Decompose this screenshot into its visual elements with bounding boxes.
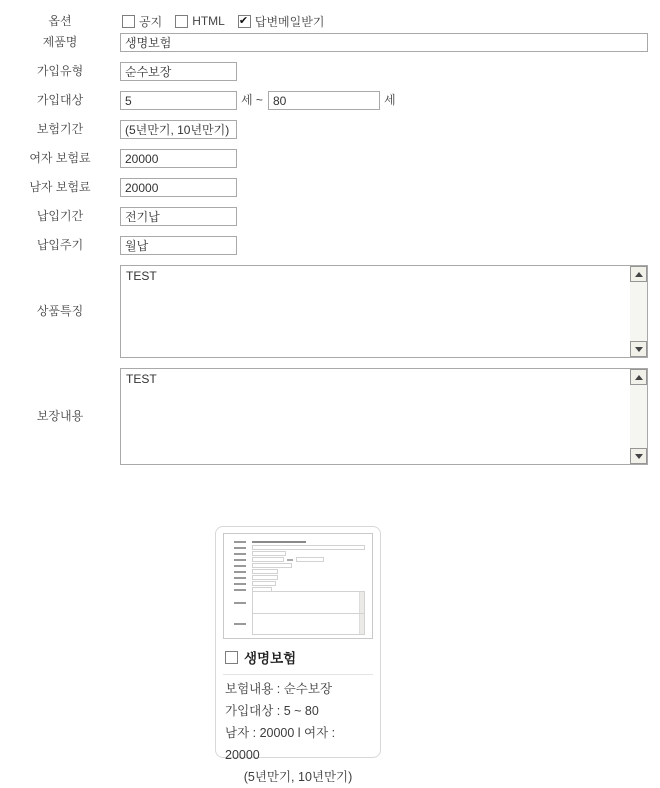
payment-cycle-row bbox=[0, 236, 660, 255]
coverage-label: 보장내용 bbox=[36, 409, 84, 423]
female-premium-row bbox=[0, 149, 660, 168]
notice-checkbox-group[interactable] bbox=[122, 13, 162, 30]
option-row bbox=[0, 9, 660, 33]
age-range-row bbox=[0, 91, 660, 110]
payment-term-label: 납입기간 bbox=[36, 209, 84, 223]
coverage-row bbox=[0, 368, 660, 465]
age-mid-text: 세 ~ bbox=[241, 93, 263, 107]
option-label: 옵션 bbox=[48, 13, 72, 28]
features-textarea[interactable] bbox=[121, 266, 630, 357]
scrollbar-track[interactable] bbox=[630, 385, 647, 448]
coverage-scrollbar[interactable] bbox=[630, 369, 647, 464]
features-row bbox=[0, 265, 660, 358]
scroll-up-button[interactable] bbox=[630, 266, 647, 282]
features-scrollbar[interactable] bbox=[630, 266, 647, 357]
preview-details bbox=[223, 678, 373, 788]
join-type-label: 가입유형 bbox=[36, 64, 84, 78]
product-name-input[interactable] bbox=[120, 33, 648, 52]
age-to-input[interactable] bbox=[268, 91, 380, 110]
age-from-input[interactable] bbox=[120, 91, 237, 110]
insurance-period-row bbox=[0, 120, 660, 139]
insurance-period-label: 보험기간 bbox=[36, 122, 84, 136]
form-preview-thumbnail bbox=[223, 533, 373, 639]
html-checkbox-label: HTML bbox=[192, 14, 225, 28]
html-checkbox-group[interactable] bbox=[175, 14, 225, 28]
preview-line-premiums: 남자 : 20000 l 여자 : 20000 bbox=[225, 726, 336, 762]
preview-title-row bbox=[225, 647, 373, 667]
scrollbar-track[interactable] bbox=[630, 282, 647, 341]
coverage-textarea[interactable] bbox=[121, 369, 630, 464]
female-premium-input[interactable] bbox=[120, 149, 237, 168]
age-suffix-text: 세 bbox=[383, 93, 396, 107]
reply-mail-checkbox[interactable] bbox=[238, 15, 251, 28]
age-range-label: 가입대상 bbox=[36, 93, 84, 107]
male-premium-input[interactable] bbox=[120, 178, 237, 197]
arrow-up-icon bbox=[635, 375, 643, 380]
html-checkbox[interactable] bbox=[175, 15, 188, 28]
join-type-row bbox=[0, 62, 660, 81]
insurance-period-input[interactable] bbox=[120, 120, 237, 139]
arrow-down-icon bbox=[635, 347, 643, 352]
arrow-up-icon bbox=[635, 272, 643, 277]
payment-cycle-input[interactable] bbox=[120, 236, 237, 255]
preview-line-coverage: 보험내용 : 순수보장 bbox=[225, 682, 333, 696]
preview-checkbox[interactable] bbox=[225, 651, 238, 664]
preview-line-age: 가입대상 : 5 ~ 80 bbox=[225, 704, 319, 718]
join-type-input[interactable] bbox=[120, 62, 237, 81]
notice-checkbox[interactable] bbox=[122, 15, 135, 28]
notice-checkbox-label: 공지 bbox=[139, 14, 163, 29]
product-preview-card bbox=[215, 526, 381, 784]
features-label: 상품특징 bbox=[36, 304, 84, 318]
product-name-row bbox=[0, 33, 660, 52]
payment-cycle-label: 납입주기 bbox=[36, 238, 84, 252]
payment-term-input[interactable] bbox=[120, 207, 237, 226]
scroll-down-button[interactable] bbox=[630, 341, 647, 357]
preview-line-period: (5년만기, 10년만기) bbox=[243, 770, 353, 784]
reply-mail-checkbox-label: 답변메일받기 bbox=[254, 14, 325, 29]
preview-title: 생명보험 bbox=[244, 651, 297, 666]
male-premium-row bbox=[0, 178, 660, 197]
product-name-label: 제품명 bbox=[42, 35, 78, 49]
scroll-down-button[interactable] bbox=[630, 448, 647, 464]
male-premium-label: 남자 보험료 bbox=[29, 180, 91, 194]
female-premium-label: 여자 보험료 bbox=[29, 151, 91, 165]
payment-term-row bbox=[0, 207, 660, 226]
reply-mail-checkbox-group[interactable] bbox=[238, 13, 325, 30]
scroll-up-button[interactable] bbox=[630, 369, 647, 385]
card-divider bbox=[223, 674, 373, 675]
arrow-down-icon bbox=[635, 454, 643, 459]
